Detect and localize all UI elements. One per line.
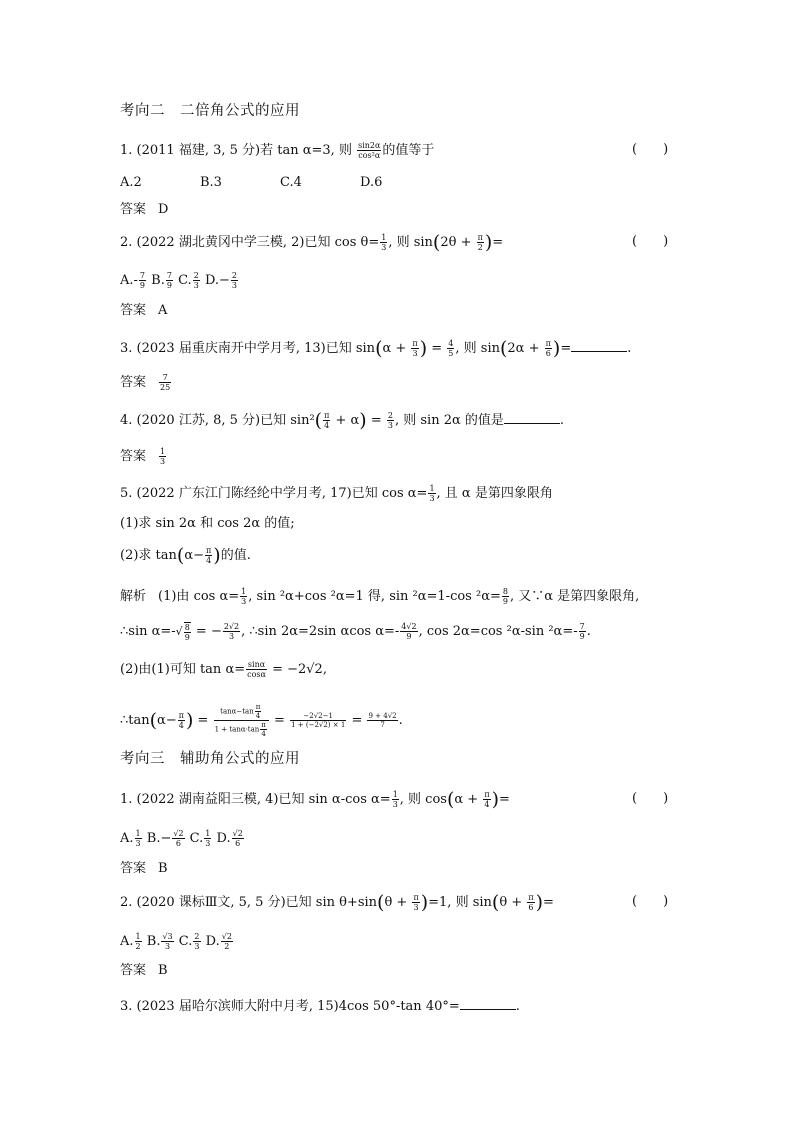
question-3-3: 3. (2023 届哈尔滨师大附中月考, 15)4cos 50°-tan 40°= .	[120, 996, 520, 1016]
question-3-1: 1. (2022 湖南益阳三模, 4)已知 sin α-cos α= $\frac{1}{3}$ , 则 cos(α + $\frac{\pi}{4}$ )=	[120, 788, 510, 811]
q1-option-b: B.3	[200, 175, 222, 190]
q2-answer-label: 答案	[120, 303, 147, 318]
q4-answer-blank	[504, 410, 560, 424]
q1-frac-num: sin2α	[358, 141, 381, 150]
r1-answer-paren: ( )	[632, 791, 669, 806]
q5-sol2-a: ∴sin α=-	[120, 624, 176, 639]
r2-frac-pi-6: $\frac{\pi}{6}$	[528, 893, 534, 912]
r1-option-c: C.	[189, 831, 204, 846]
q5-sol2-d: , cos 2α=cos ²α-sin ²α=-	[418, 624, 578, 639]
q1-option-a: A.2	[120, 175, 142, 190]
q5-part2-a: (2)求 tan	[120, 548, 177, 563]
q2-opt-c-frac: $\frac{2}{3}$	[193, 271, 199, 290]
r1-stem-a: 已知 sin α-cos α=	[278, 792, 391, 807]
r2-opt-b-frac: $\frac{√3}{3}$	[162, 932, 173, 951]
q5-source: (2022 广东江门陈经纶中学月考, 17)	[136, 486, 352, 501]
r2-opt-c-frac: $\frac{2}{3}$	[194, 932, 200, 951]
q5-part-1: (1)求 sin 2α 和 cos 2α 的值;	[120, 516, 295, 531]
q3-source: (2023 届重庆南开中学月考, 13)	[136, 341, 326, 356]
q2-number: 2.	[120, 235, 133, 250]
q5-part2-b: α−	[184, 548, 204, 563]
q4-stem-c: =	[366, 413, 386, 428]
q2-source: (2022 湖北黄冈中学三模, 2)	[136, 235, 305, 250]
q5-sol4-c: =	[193, 713, 213, 728]
q5-sol1-frac-1-3: $\frac{1}{3}$	[241, 587, 247, 606]
q3-number: 3.	[120, 341, 133, 356]
r1-answer-label: 答案	[120, 861, 147, 876]
q1-option-d: D.6	[360, 175, 383, 190]
q5-sol3-c: ,	[322, 662, 327, 677]
r1-opt-c-frac: $\frac{1}{3}$	[205, 829, 211, 848]
q5-solution-line-1	[120, 587, 639, 606]
q5-sol1-frac-8-9: $\frac{8}{9}$	[502, 587, 508, 606]
r2-option-d: D.	[205, 934, 220, 949]
q5-part2-c: 的值.	[220, 548, 251, 563]
q3-stem-d: , 则 sin	[455, 341, 500, 356]
q5-sol3-b: = −2	[267, 662, 307, 677]
q2-opt-b-frac: $\frac{7}{9}$	[166, 271, 172, 290]
q4-stem-a: 已知 sin²	[260, 413, 315, 428]
question-4: 4. (2020 江苏, 8, 5 分)已知 sin²( $\frac{\pi}{4}$ + α) = $\frac{2}{3}$ , 则 sin 2α 的值是 .	[120, 409, 565, 432]
r2-opt-d-frac: $\frac{√2}{2}$	[221, 932, 232, 951]
q5-sol1-b: , sin ²α+cos ²α=1 得, sin ²α=1-cos ²α=	[248, 589, 501, 604]
q5-sol4-frac-pi-4: $\frac{\pi}{4}$	[178, 711, 184, 730]
q3-frac-pi-6: $\frac{\pi}{6}$	[545, 339, 551, 358]
r2-answer-line	[120, 962, 168, 980]
q5-sol2-b: = −	[191, 624, 222, 639]
q2-option-c: C.	[178, 273, 192, 288]
q3-answer-line	[120, 373, 172, 392]
q1-answer-label: 答案	[120, 202, 147, 217]
q2-answer: A	[158, 303, 168, 318]
q5-part2-frac: $\frac{\pi}{4}$	[206, 546, 212, 565]
q3-frac-pi-3: $\frac{\pi}{3}$	[412, 339, 418, 358]
q5-sol3-sqrt2: √2	[306, 662, 323, 677]
q1-answer: D	[158, 202, 169, 217]
q2-answer-line	[120, 302, 167, 320]
r2-options	[120, 932, 234, 951]
r3-number: 3.	[120, 999, 133, 1014]
q5-sol2-sqrt: √ $\frac{8}{9}$	[175, 623, 190, 642]
q5-solution-line-4: ∴tan(α− $\frac{\pi}{4}$ ) = tanα−tan $\frac{\pi}{4}$ 1 + tanα·tan $\frac{\pi}{4}$ = $\frac{-2√2-1}{1 + (-2√2) \times 1}$ = $\frac{9 + 4√2}{7}$ .	[120, 703, 403, 738]
q1-source: (2011 福建, 3, 5 分)	[136, 143, 261, 158]
q5-solution-label: 解析	[120, 589, 147, 604]
r1-stem-d: =	[499, 792, 510, 807]
section-title-3: 考向三 辅助角公式的应用	[120, 751, 300, 767]
q3-stem-e: 2α +	[507, 341, 544, 356]
question-3: 3. (2023 届重庆南开中学月考, 13)已知 sin(α + $\frac{\pi}{3}$ ) = $\frac{4}{5}$ , 则 sin(2α + $\frac{\pi}{6}$ )= .	[120, 337, 632, 360]
q5-sol1-c: , 又∵α 是第四象限角,	[509, 589, 640, 604]
q1-answer-paren: ( )	[632, 142, 669, 157]
q2-frac-pi-2: $\frac{\pi}{2}$	[477, 233, 483, 252]
r2-stem-a: 已知 sin θ+sin	[285, 895, 378, 910]
q5-frac-1-3: $\frac{1}{3}$	[429, 484, 435, 503]
question-5	[120, 484, 553, 503]
r3-answer-blank	[460, 996, 516, 1010]
r1-opt-d-frac: $\frac{√2}{6}$	[232, 829, 243, 848]
q1-stem-a: 若 tan α=3, 则	[260, 143, 352, 158]
r1-answer-line	[120, 860, 168, 878]
r2-number: 2.	[120, 895, 133, 910]
q1-option-c: C.4	[280, 175, 302, 190]
q2-option-d: D.−	[204, 273, 230, 288]
r2-option-c: C.	[178, 934, 193, 949]
q1-options	[120, 174, 382, 192]
q3-stem-b: α +	[382, 341, 411, 356]
q5-stem-a: 已知 cos α=	[351, 486, 428, 501]
r2-stem-d: θ +	[499, 895, 527, 910]
q5-sol4-frac-num: $\frac{-2√2-1}{1 + (-2√2) \times 1}$	[291, 712, 346, 729]
q5-sol4-frac-result: $\frac{9 + 4√2}{7}$	[368, 712, 397, 729]
q5-sol4-e: =	[347, 713, 367, 728]
r3-stem: 4cos 50°-tan 40°=	[338, 999, 460, 1014]
r1-opt-a-frac: $\frac{1}{3}$	[135, 829, 141, 848]
q5-solution-line-2: ∴sin α=-√ $\frac{8}{9}$ = − $\frac{2√2}{3}$ , ∴sin 2α=2sin αcos α=- $\frac{4√2}{9}$ , cos 2α=cos ²α-sin ²α=- $\frac{7}{9}$ .	[120, 622, 591, 642]
q3-stem-a: 已知 sin	[325, 341, 376, 356]
r1-options	[120, 829, 245, 848]
q4-frac-pi-4: $\frac{\pi}{4}$	[324, 411, 330, 430]
question-2: 2. (2022 湖北黄冈中学三模, 2)已知 cos θ= $\frac{1}{3}$ , 则 sin(2θ + $\frac{\pi}{2}$ )=	[120, 231, 504, 254]
question-3-2: 2. (2020 课标Ⅲ文, 5, 5 分)已知 sin θ+sin(θ + $\frac{\pi}{3}$ )=1, 则 sin(θ + $\frac{\pi}{6}$ )=	[120, 891, 554, 914]
section-title-2: 考向二 二倍角公式的应用	[120, 103, 300, 119]
q2-stem-a: 已知 cos θ=	[304, 235, 380, 250]
r1-stem-c: α +	[454, 792, 483, 807]
q2-answer-paren: ( )	[632, 234, 669, 249]
q3-answer-label: 答案	[120, 375, 147, 390]
q5-sol4-d: =	[269, 713, 290, 728]
q5-solution-line-3	[120, 660, 327, 679]
q5-sol4-b: α−	[157, 713, 177, 728]
q4-stem-d: , 则 sin 2α 的值是	[394, 413, 504, 428]
r2-stem-b: θ +	[384, 895, 412, 910]
q3-answer: $\frac{7}{25}$	[160, 373, 171, 392]
r1-answer: B	[158, 861, 168, 876]
q1-answer-line	[120, 201, 168, 219]
r2-option-a: A.	[120, 934, 134, 949]
r2-stem-e: =	[543, 895, 554, 910]
q5-sol2-frac-7-9: $\frac{7}{9}$	[579, 622, 585, 641]
q2-opt-d-frac: $\frac{2}{3}$	[231, 271, 238, 290]
r1-option-b: B.−	[146, 831, 172, 846]
q3-answer-blank	[571, 338, 627, 352]
question-1	[120, 141, 434, 160]
q1-number: 1.	[120, 143, 133, 158]
r1-frac-pi-4: $\frac{\pi}{4}$	[484, 790, 490, 809]
q5-sol1-a: (1)由 cos α=	[158, 589, 240, 604]
r1-stem-b: , 则 cos	[399, 792, 447, 807]
q4-stem-b: + α	[331, 413, 360, 428]
r2-answer-paren: ( )	[632, 894, 669, 909]
r1-option-d: D.	[216, 831, 231, 846]
q3-stem-f: =	[560, 341, 572, 356]
q1-frac-den: cos²α	[358, 151, 381, 160]
q2-frac-1-3: $\frac{1}{3}$	[381, 233, 387, 252]
r1-opt-b-frac: $\frac{√2}{6}$	[173, 829, 184, 848]
q5-sol2-c: , ∴sin 2α=2sin αcos α=-	[241, 624, 400, 639]
q2-option-a: A.-	[120, 273, 138, 288]
q2-stem-d: =	[492, 235, 504, 250]
q2-stem-b: , 则 sin	[388, 235, 433, 250]
q4-answer-label: 答案	[120, 449, 147, 464]
r2-answer: B	[158, 963, 168, 978]
q5-sol4-a: ∴tan	[120, 713, 150, 728]
r2-opt-a-frac: $\frac{1}{2}$	[135, 932, 141, 951]
q5-sol4-frac-tan: tanα−tan $\frac{\pi}{4}$ 1 + tanα·tan $\frac{\pi}{4}$	[214, 703, 269, 738]
q2-stem-c: 2θ +	[440, 235, 476, 250]
r2-stem-c: =1, 则 sin	[428, 895, 492, 910]
q5-sol3-frac-sin-cos: $\frac{\sin\alpha}{\cos\alpha}$	[247, 660, 266, 679]
q2-opt-a-frac: $\frac{7}{9}$	[139, 271, 146, 290]
r1-frac-1-3: $\frac{1}{3}$	[392, 790, 398, 809]
r2-source: (2020 课标Ⅲ文, 5, 5 分)	[136, 895, 286, 910]
q2-option-b: B.	[151, 273, 165, 288]
q4-answer-line	[120, 447, 167, 466]
q1-stem-b: 的值等于	[382, 143, 435, 158]
q5-sol2-frac-4sqrt2-9: $\frac{4√2}{9}$	[401, 622, 417, 641]
q2-options	[120, 271, 239, 290]
r3-source: (2023 届哈尔滨师大附中月考, 15)	[136, 999, 339, 1014]
q4-number: 4.	[120, 413, 133, 428]
q5-sol3-a: (2)由(1)可知 tan α=	[120, 662, 246, 677]
r2-frac-pi-3: $\frac{\pi}{3}$	[413, 893, 419, 912]
r2-answer-label: 答案	[120, 963, 147, 978]
q3-frac-4-5: $\frac{4}{5}$	[448, 339, 454, 358]
r1-source: (2022 湖南益阳三模, 4)	[136, 792, 279, 807]
q4-source: (2020 江苏, 8, 5 分)	[136, 413, 261, 428]
q5-stem-b: , 且 α 是第四象限角	[436, 486, 553, 501]
q3-stem-c: =	[427, 341, 447, 356]
q4-answer: $\frac{1}{3}$	[160, 447, 166, 466]
r1-option-a: A.	[120, 831, 134, 846]
q5-number: 5.	[120, 486, 133, 501]
q5-sol2-frac-2sqrt2-3: $\frac{2√2}{3}$	[223, 622, 240, 641]
q4-frac-2-3: $\frac{2}{3}$	[387, 411, 393, 430]
r2-option-b: B.	[146, 934, 161, 949]
r1-number: 1.	[120, 792, 133, 807]
q5-part-2: (2)求 tan(α− $\frac{\pi}{4}$ )的值.	[120, 544, 251, 567]
q1-fraction	[357, 141, 381, 160]
